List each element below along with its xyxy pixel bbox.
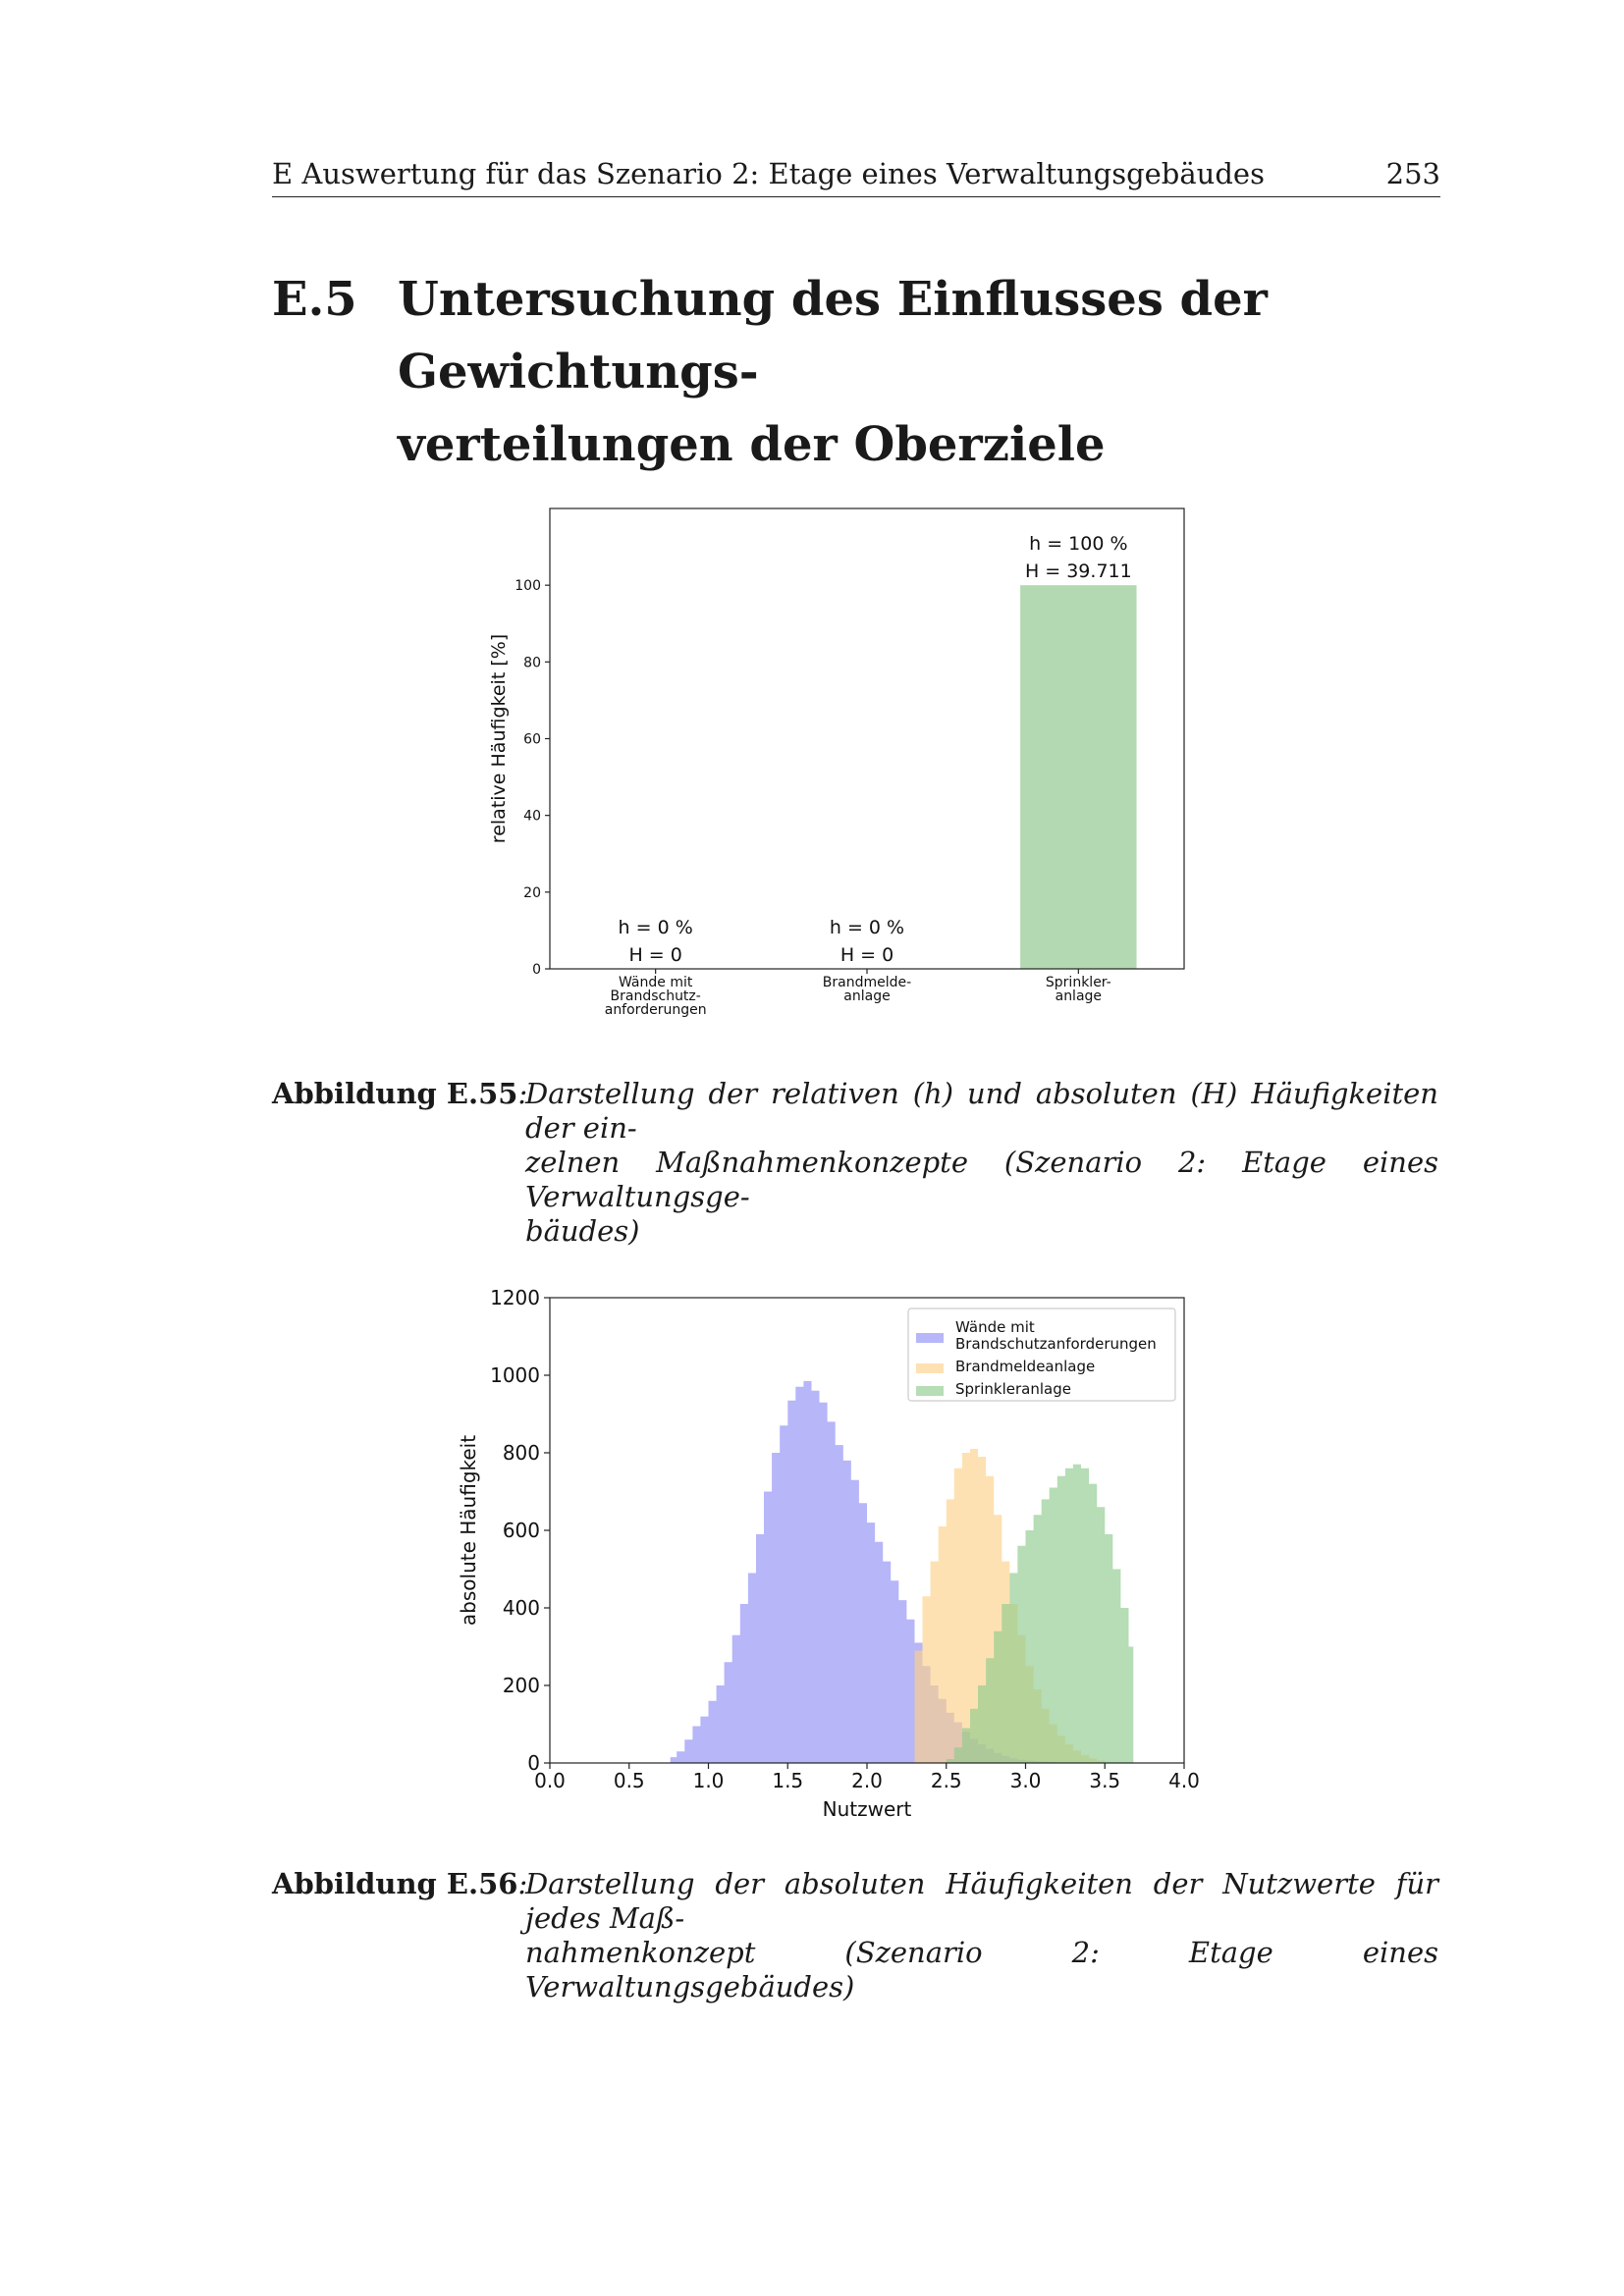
x-tick-label: 4.0 xyxy=(1168,1769,1200,1792)
legend-label: Wände mit xyxy=(955,1318,1035,1336)
running-header xyxy=(272,157,1440,197)
x-tick-label: 2.0 xyxy=(851,1769,883,1792)
x-tick-label: 0.5 xyxy=(613,1769,645,1792)
running-title: E Auswertung für das Szenario 2: Etage eines Verwaltungsgebäudes xyxy=(272,157,1265,190)
y-axis-label: absolute Häufigkeit xyxy=(457,1434,480,1627)
x-tick-label: 1.5 xyxy=(772,1769,804,1792)
y-tick-label: 20 xyxy=(523,884,541,901)
legend-label: Sprinkleranlage xyxy=(955,1380,1071,1398)
bar-data-label: H = 0 xyxy=(839,944,894,966)
legend-label: Brandmeldeanlage xyxy=(955,1358,1096,1375)
figure-caption-text: Darstellung der relativen (h) und absoluten (H) Häufigkeiten der ein- zelnen Maßnahmenkonzepte (Szenario 2: Etage eines Verwaltungsge- bäudes) xyxy=(525,1077,1438,1248)
section-title: Untersuchung des Einflusses der Gewichtungs- verteilungen der Oberziele xyxy=(398,272,1268,472)
y-tick-label: 40 xyxy=(523,808,541,825)
x-tick-label: anforderungen xyxy=(604,1002,707,1018)
bar-data-label: H = 39.711 xyxy=(1024,561,1132,583)
x-axis-label: Nutzwert xyxy=(822,1797,912,1821)
bar-data-label: h = 100 % xyxy=(1029,533,1128,556)
legend-label: Brandschutzanforderungen xyxy=(955,1335,1157,1353)
bar-data-label: h = 0 % xyxy=(618,917,693,938)
section-number: E.5 xyxy=(272,272,357,327)
x-tick-label: 1.0 xyxy=(692,1769,725,1792)
page-number: 253 xyxy=(1385,157,1440,190)
y-tick-label: 1200 xyxy=(490,1286,540,1309)
figure-bar-chart xyxy=(452,491,1198,1041)
x-tick-label: Brandmelde- xyxy=(822,975,912,990)
y-tick-label: 800 xyxy=(502,1441,540,1465)
y-tick-label: 60 xyxy=(523,731,541,748)
x-tick-label: 2.5 xyxy=(930,1769,962,1792)
y-tick-label: 0 xyxy=(527,1751,540,1775)
bar xyxy=(1020,585,1136,969)
legend-swatch xyxy=(916,1363,944,1373)
figure-label: Abbildung E.55: xyxy=(272,1077,528,1110)
y-tick-label: 80 xyxy=(523,655,541,671)
x-tick-label: 3.0 xyxy=(1009,1769,1042,1792)
legend-swatch xyxy=(916,1333,944,1343)
x-tick-label: 3.5 xyxy=(1089,1769,1121,1792)
bar-data-label: h = 0 % xyxy=(829,917,905,938)
y-tick-label: 200 xyxy=(502,1674,540,1697)
y-tick-label: 0 xyxy=(532,962,541,978)
x-tick-label: 0.0 xyxy=(534,1769,566,1792)
y-axis-label: relative Häufigkeit [%] xyxy=(488,633,510,844)
figure-histogram xyxy=(442,1276,1218,1845)
y-tick-label: 1000 xyxy=(490,1363,540,1387)
x-tick-label: Brandschutz- xyxy=(610,988,701,1004)
x-tick-label: anlage xyxy=(1055,988,1103,1004)
y-tick-label: 600 xyxy=(502,1519,540,1542)
y-tick-label: 100 xyxy=(514,578,541,595)
x-tick-label: Sprinkler- xyxy=(1045,975,1111,990)
bar-data-label: H = 0 xyxy=(628,944,682,966)
figure-caption-text: Darstellung der absoluten Häufigkeiten der Nutzwerte für jedes Maß- nahmenkonzept (Szenario 2: Etage eines Verwaltungsgebäudes) xyxy=(525,1867,1438,2003)
figure-label: Abbildung E.56: xyxy=(272,1867,528,1900)
legend-swatch xyxy=(916,1386,944,1396)
x-tick-label: Wände mit xyxy=(618,975,693,990)
x-tick-label: anlage xyxy=(843,988,891,1004)
y-tick-label: 400 xyxy=(502,1596,540,1620)
